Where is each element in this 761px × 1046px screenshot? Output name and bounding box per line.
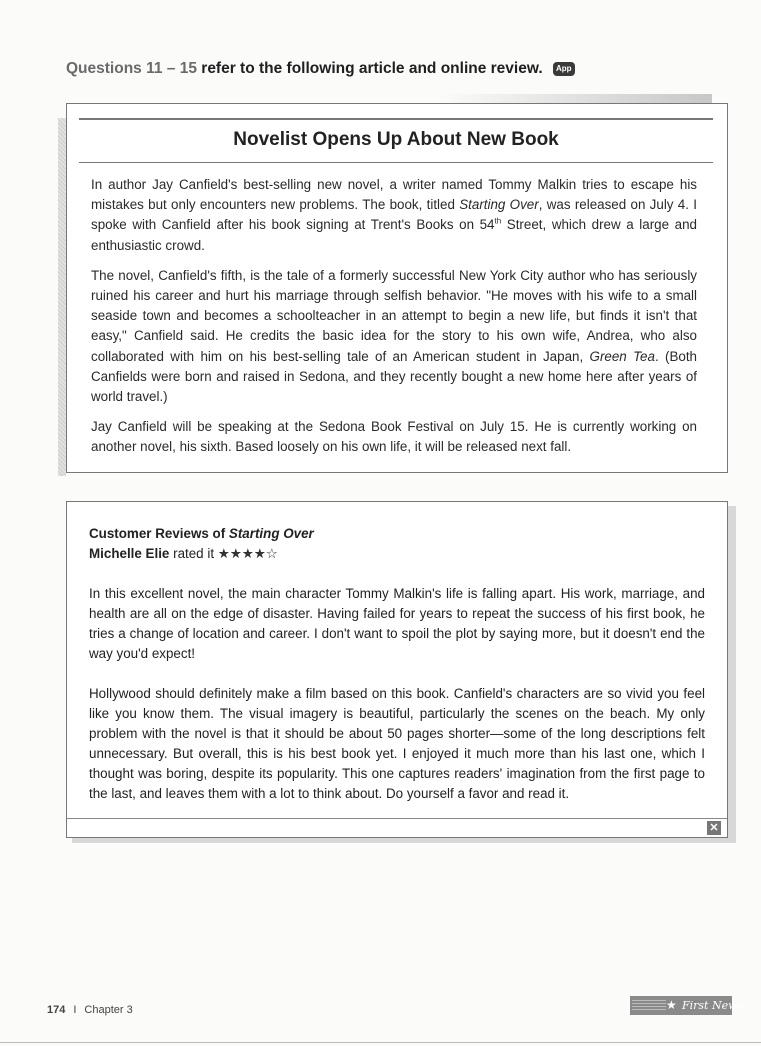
review-body: [67, 502, 727, 818]
review-book-title: Starting Over: [228, 525, 314, 541]
article-box: [66, 103, 728, 473]
footer-separator: I: [73, 1004, 77, 1016]
brand-lines: [632, 1000, 666, 1011]
question-range: Questions 11 – 15: [66, 60, 197, 77]
content-flow: [66, 103, 728, 838]
page-footer: [47, 1003, 133, 1017]
star-icon: ★: [666, 998, 677, 1012]
review-footer: [67, 818, 727, 837]
review-section: [66, 501, 728, 838]
article-paragraph-2: The novel, Canfield's fifth, is the tale of a formerly successful New York City author who has seriously ruined his career and hurt his marriage through selfish behavior. "He moves with his wife to a small seaside town and becomes a schoolteacher in an attempt to begin a new life, but finds it isn't that easy," Canfield said. He credits the basic idea for the story to his own wife, Andrea, who also collaborated with him on his best-selling tale of an American student in Japan, Green Tea. (Both Canfields were born and raised in Sedona, and they recently bought a new home here after years of world travel.): [91, 267, 698, 405]
questions-heading: [66, 59, 575, 79]
page-edge: [0, 1042, 761, 1043]
chapter-label: Chapter 3: [84, 1004, 133, 1016]
reviewer-name: Michelle Elie: [89, 545, 170, 561]
book-title: Starting Over: [459, 197, 539, 213]
article-paragraph-3: Jay Canfield will be speaking at the Sedona Book Festival on July 15. He is currently working on another novel, his sixth. Based loosely on his own life, it will be released next fall.: [91, 419, 697, 455]
review-paragraph-1: In this excellent novel, the main character Tommy Malkin's life is falling apart. His work, marriage, and health are all on the edge of disaster. Having failed for years to repeat the success of his first book, he tries a change of location and career. I don't want to spoil the plot by saying more, but it doesn't end the way you'd expect!: [89, 585, 705, 661]
brand-logo: [630, 996, 744, 1015]
ordinal-suffix: th: [494, 216, 502, 226]
article-section: [66, 103, 728, 473]
book-title: Green Tea: [589, 348, 655, 364]
article-shadow-left: [58, 118, 66, 476]
reviewer-line: Michelle Elie rated it ★★★★☆: [89, 545, 278, 561]
heading-instruction: refer to the following article and online review.: [201, 60, 543, 77]
app-icon[interactable]: App: [553, 62, 575, 76]
article-paragraph-1: In author Jay Canfield's best-selling new novel, a writer named Tommy Malkin tries to escape his mistakes but only encounters new problems. The book, titled Starting Over, was released on July 4. I spoke with Canfield after his book signing at Trent's Books on 54th Street, which drew a large and enthusiastic crowd.: [91, 177, 698, 253]
star-rating: ★★★★☆: [217, 545, 278, 561]
review-paragraph-2: Hollywood should definitely make a film based on this book. Canfield's characters are so vivid you feel like you know them. The visual imagery is beautiful, particularly the scenes on the beach. My only problem with the novel is that it should be about 50 pages shorter—some of the long descriptions felt unnecessary. But overall, this is his best book yet. I enjoyed it much more than his last one, which I thought was boring, despite its popularity. This one captures readers' imagination from the first page to the last, and leaves them with a lot to think about. Do yourself a favor and read it.: [89, 685, 705, 801]
close-icon[interactable]: ✕: [707, 821, 721, 835]
review-heading: Customer Reviews of Starting Over: [89, 525, 314, 541]
article-title: Novelist Opens Up About New Book: [233, 128, 559, 150]
article-body: [79, 163, 713, 458]
page-number: 174: [47, 1004, 66, 1016]
review-box: [66, 501, 728, 838]
brand-name: First News: [682, 999, 744, 1012]
